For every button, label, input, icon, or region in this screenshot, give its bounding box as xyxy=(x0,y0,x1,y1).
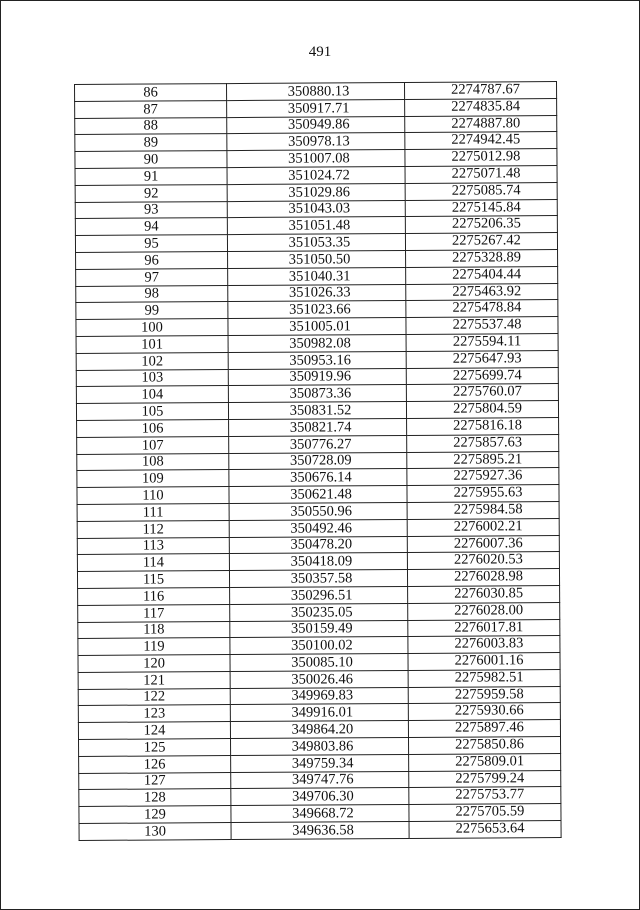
coordinate-table xyxy=(74,81,562,841)
coordinate-table-container xyxy=(74,81,556,841)
y-coordinate-cell: 2275594.11 xyxy=(406,334,558,352)
y-coordinate-cell: 2275804.59 xyxy=(406,401,558,419)
page-number: 491 xyxy=(308,44,332,60)
x-coordinate-cell: 350949.86 xyxy=(227,116,405,134)
y-coordinate-cell: 2275809.01 xyxy=(409,753,561,771)
x-coordinate-cell: 350728.09 xyxy=(229,452,407,470)
x-coordinate-cell: 349668.72 xyxy=(231,805,409,823)
y-coordinate-cell: 2275705.59 xyxy=(409,804,561,822)
y-coordinate-cell: 2275927.36 xyxy=(407,468,559,486)
point-number-cell: 107 xyxy=(77,436,229,454)
point-number-cell: 88 xyxy=(75,117,227,135)
y-coordinate-cell: 2274942.45 xyxy=(405,132,557,150)
y-coordinate-cell: 2275071.48 xyxy=(405,166,557,184)
y-coordinate-cell: 2275463.92 xyxy=(406,283,558,301)
point-number-cell: 116 xyxy=(78,587,230,605)
x-coordinate-cell: 350776.27 xyxy=(229,435,407,453)
x-coordinate-cell: 350100.02 xyxy=(230,637,408,655)
point-number-cell: 119 xyxy=(78,638,230,656)
point-number-cell: 111 xyxy=(77,503,229,521)
point-number-cell: 94 xyxy=(75,218,227,236)
point-number-cell: 110 xyxy=(77,487,229,505)
y-coordinate-cell: 2275537.48 xyxy=(406,317,558,335)
x-coordinate-cell: 350550.96 xyxy=(229,502,407,520)
point-number-cell: 117 xyxy=(78,604,230,622)
x-coordinate-cell: 350919.96 xyxy=(228,368,406,386)
point-number-cell: 104 xyxy=(76,386,228,404)
point-number-cell: 106 xyxy=(77,419,229,437)
y-coordinate-cell: 2275850.86 xyxy=(408,737,560,755)
x-coordinate-cell: 350621.48 xyxy=(229,486,407,504)
point-number-cell: 130 xyxy=(79,823,231,841)
y-coordinate-cell: 2275959.58 xyxy=(408,686,560,704)
point-number-cell: 95 xyxy=(75,235,227,253)
x-coordinate-cell: 350026.46 xyxy=(230,670,408,688)
x-coordinate-cell: 351051.48 xyxy=(227,217,405,235)
y-coordinate-cell: 2274787.67 xyxy=(404,82,556,100)
y-coordinate-cell: 2275267.42 xyxy=(405,233,557,251)
y-coordinate-cell: 2275930.66 xyxy=(408,703,560,721)
x-coordinate-cell: 350492.46 xyxy=(229,519,407,537)
x-coordinate-cell: 351029.86 xyxy=(227,183,405,201)
x-coordinate-cell: 349759.34 xyxy=(231,754,409,772)
y-coordinate-cell: 2275328.89 xyxy=(406,250,558,268)
y-coordinate-cell: 2275478.84 xyxy=(406,300,558,318)
y-coordinate-cell: 2275653.64 xyxy=(409,821,561,839)
table-row xyxy=(79,821,561,841)
y-coordinate-cell: 2276020.53 xyxy=(407,552,559,570)
x-coordinate-cell: 350418.09 xyxy=(229,553,407,571)
y-coordinate-cell: 2275647.93 xyxy=(406,350,558,368)
x-coordinate-cell: 349636.58 xyxy=(231,822,409,840)
point-number-cell: 118 xyxy=(78,621,230,639)
x-coordinate-cell: 351023.66 xyxy=(228,301,406,319)
x-coordinate-cell: 350235.05 xyxy=(230,603,408,621)
x-coordinate-cell: 351050.50 xyxy=(228,250,406,268)
y-coordinate-cell: 2275895.21 xyxy=(407,451,559,469)
point-number-cell: 122 xyxy=(78,688,230,706)
x-coordinate-cell: 350085.10 xyxy=(230,654,408,672)
x-coordinate-cell: 350478.20 xyxy=(229,536,407,554)
point-number-cell: 123 xyxy=(78,705,230,723)
point-number-cell: 99 xyxy=(76,302,228,320)
point-number-cell: 124 xyxy=(78,722,230,740)
x-coordinate-cell: 350296.51 xyxy=(230,586,408,604)
point-number-cell: 127 xyxy=(79,772,231,790)
y-coordinate-cell: 2276030.85 xyxy=(408,585,560,603)
y-coordinate-cell: 2275897.46 xyxy=(408,720,560,738)
x-coordinate-cell: 349864.20 xyxy=(230,721,408,739)
point-number-cell: 87 xyxy=(75,100,227,118)
point-number-cell: 108 xyxy=(77,453,229,471)
y-coordinate-cell: 2275085.74 xyxy=(405,182,557,200)
point-number-cell: 113 xyxy=(77,537,229,555)
y-coordinate-cell: 2276007.36 xyxy=(407,535,559,553)
point-number-cell: 97 xyxy=(76,268,228,286)
coordinate-table-body xyxy=(75,82,562,841)
x-coordinate-cell: 351024.72 xyxy=(227,166,405,184)
y-coordinate-cell: 2276001.16 xyxy=(408,653,560,671)
point-number-cell: 114 xyxy=(77,554,229,572)
point-number-cell: 98 xyxy=(76,285,228,303)
point-number-cell: 100 xyxy=(76,319,228,337)
y-coordinate-cell: 2275760.07 xyxy=(406,384,558,402)
point-number-cell: 91 xyxy=(75,168,227,186)
y-coordinate-cell: 2275206.35 xyxy=(405,216,557,234)
x-coordinate-cell: 351005.01 xyxy=(228,318,406,336)
y-coordinate-cell: 2274835.84 xyxy=(405,98,557,116)
point-number-cell: 102 xyxy=(76,352,228,370)
x-coordinate-cell: 351040.31 xyxy=(228,267,406,285)
y-coordinate-cell: 2275404.44 xyxy=(406,266,558,284)
point-number-cell: 103 xyxy=(76,369,228,387)
y-coordinate-cell: 2276017.81 xyxy=(408,619,560,637)
point-number-cell: 125 xyxy=(79,739,231,757)
y-coordinate-cell: 2275799.24 xyxy=(409,770,561,788)
point-number-cell: 92 xyxy=(75,184,227,202)
y-coordinate-cell: 2275699.74 xyxy=(406,367,558,385)
point-number-cell: 109 xyxy=(77,470,229,488)
x-coordinate-cell: 349747.76 xyxy=(231,771,409,789)
x-coordinate-cell: 350917.71 xyxy=(227,99,405,117)
point-number-cell: 93 xyxy=(75,201,227,219)
x-coordinate-cell: 350978.13 xyxy=(227,133,405,151)
x-coordinate-cell: 350873.36 xyxy=(228,385,406,403)
point-number-cell: 112 xyxy=(77,520,229,538)
y-coordinate-cell: 2276028.00 xyxy=(408,602,560,620)
point-number-cell: 129 xyxy=(79,806,231,824)
x-coordinate-cell: 349803.86 xyxy=(231,738,409,756)
x-coordinate-cell: 351026.33 xyxy=(228,284,406,302)
y-coordinate-cell: 2276028.98 xyxy=(407,569,559,587)
x-coordinate-cell: 350953.16 xyxy=(228,351,406,369)
x-coordinate-cell: 349706.30 xyxy=(231,788,409,806)
point-number-cell: 120 xyxy=(78,655,230,673)
y-coordinate-cell: 2275984.58 xyxy=(407,501,559,519)
point-number-cell: 90 xyxy=(75,151,227,169)
point-number-cell: 89 xyxy=(75,134,227,152)
point-number-cell: 96 xyxy=(76,252,228,270)
y-coordinate-cell: 2275857.63 xyxy=(407,434,559,452)
x-coordinate-cell: 349969.83 xyxy=(230,687,408,705)
x-coordinate-cell: 350676.14 xyxy=(229,469,407,487)
y-coordinate-cell: 2275145.84 xyxy=(405,199,557,217)
point-number-cell: 86 xyxy=(75,84,227,102)
x-coordinate-cell: 351053.35 xyxy=(227,234,405,252)
y-coordinate-cell: 2274887.80 xyxy=(405,115,557,133)
x-coordinate-cell: 351043.03 xyxy=(227,200,405,218)
point-number-cell: 105 xyxy=(76,403,228,421)
y-coordinate-cell: 2275955.63 xyxy=(407,485,559,503)
point-number-cell: 115 xyxy=(77,571,229,589)
x-coordinate-cell: 351007.08 xyxy=(227,150,405,168)
y-coordinate-cell: 2276002.21 xyxy=(407,518,559,536)
x-coordinate-cell: 350880.13 xyxy=(227,82,405,100)
x-coordinate-cell: 350821.74 xyxy=(229,418,407,436)
point-number-cell: 121 xyxy=(78,671,230,689)
x-coordinate-cell: 350357.58 xyxy=(229,570,407,588)
y-coordinate-cell: 2275012.98 xyxy=(405,149,557,167)
y-coordinate-cell: 2275753.77 xyxy=(409,787,561,805)
x-coordinate-cell: 350982.08 xyxy=(228,334,406,352)
y-coordinate-cell: 2275982.51 xyxy=(408,669,560,687)
x-coordinate-cell: 349916.01 xyxy=(230,704,408,722)
y-coordinate-cell: 2275816.18 xyxy=(407,417,559,435)
point-number-cell: 128 xyxy=(79,789,231,807)
x-coordinate-cell: 350831.52 xyxy=(228,402,406,420)
point-number-cell: 101 xyxy=(76,336,228,354)
point-number-cell: 126 xyxy=(79,755,231,773)
y-coordinate-cell: 2276003.83 xyxy=(408,636,560,654)
x-coordinate-cell: 350159.49 xyxy=(230,620,408,638)
